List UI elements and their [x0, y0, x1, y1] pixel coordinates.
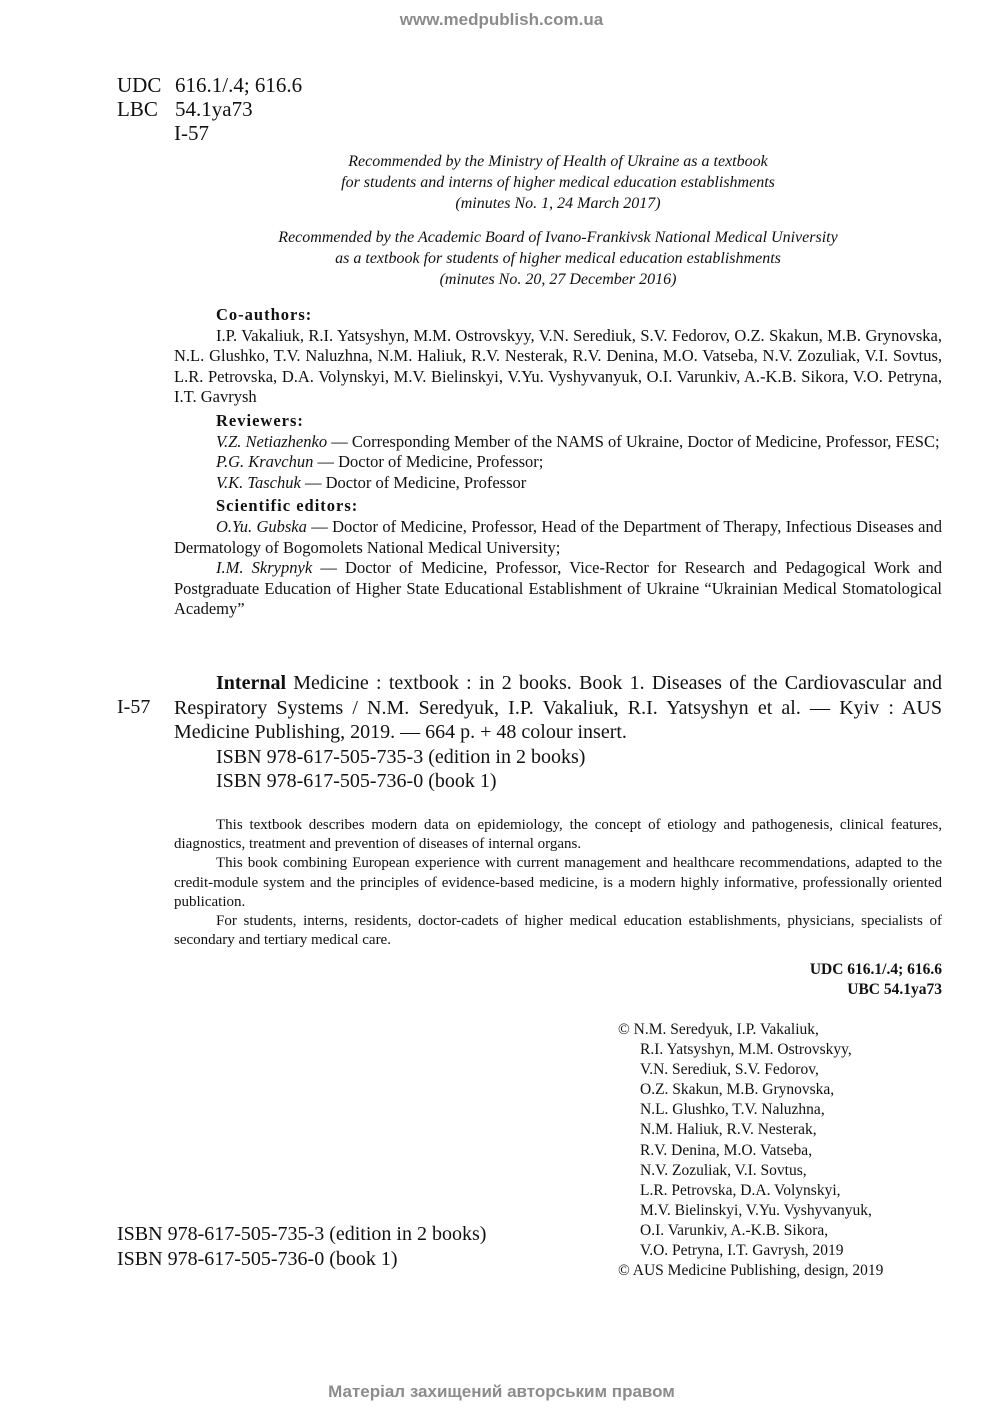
abstract-paragraph: For students, interns, residents, doctor-cadets of higher medical education establishments, physicians, specialists of secondary and tertiary medical care.: [174, 913, 942, 949]
copyright-design-line: © AUS Medicine Publishing, design, 2019: [618, 1262, 884, 1280]
reviewer-name: V.Z. Netiazhenko: [216, 431, 328, 451]
copyright-line: V.N. Serediuk, S.V. Fedorov,: [640, 1061, 819, 1079]
reviewer-name: V.K. Taschuk: [216, 472, 301, 492]
copyright-line: M.V. Bielinskyi, V.Yu. Vyshyvanyuk,: [640, 1201, 872, 1219]
classification-block: [117, 73, 302, 145]
copyright-block: [618, 1020, 883, 1281]
reviewer-name: P.G. Kravchun: [216, 452, 314, 472]
copyright-line: R.I. Yatsyshyn, M.M. Ostrovskyy,: [640, 1041, 852, 1059]
copyright-line: O.Z. Skakun, M.B. Grynovska,: [640, 1081, 835, 1099]
bibliography-code: I-57: [117, 696, 151, 718]
author-code: I-57: [174, 121, 209, 145]
isbn-book-line: ISBN 978-617-505-736-0 (book 1): [117, 1247, 398, 1270]
bibliography-description: [174, 671, 942, 745]
isbn-set-line: ISBN 978-617-505-735-3 (edition in 2 books): [117, 1223, 487, 1245]
bibliography-rest: Medicine : textbook : in 2 books. Book 1. Diseases of the Cardiovascular and Respiratory Systems / N.M. Seredyuk, I.P. Vakaliuk, R.I. Yatsyshyn et al. — Kyiv : AUS Medicine Publishing, 2019. — 664 p. + 48 colour insert.: [174, 672, 942, 743]
editor-desc: — Doctor of Medicine, Professor, Vice-Rector for Research and Pedagogical Work and Postgraduate Education of Higher State Educational Establishment of Ukraine “Ukrainian Medical Stomatological Academy”: [174, 558, 942, 619]
coauthors-list: I.P. Vakaliuk, R.I. Yatsyshyn, M.M. Ostrovskyy, V.N. Serediuk, S.V. Fedorov, O.Z. Skakun, M.B. Grynovska, N.L. Glushko, T.V. Naluzhna, N.M. Haliuk, R.V. Nesterak, R.V. Denina, M.O. Vatseba, N.V. Zozuliak, V.I. Sovtus, L.R. Petrovska, D.A. Volynskyi, M.V. Bielinskyi, V.Yu. Vyshyvanyuk, O.I. Varunkiv, A.-K.B. Sikora, V.O. Petryna, I.T. Gavrysh: [174, 325, 942, 407]
reviewer-desc: — Corresponding Member of the NAMS of Ukraine, Doctor of Medicine, Professor, FESC;: [327, 431, 940, 451]
rec-line: as a textbook for students of higher medical education establishments: [335, 250, 781, 267]
copyright-protected-note: Матеріал захищений авторським правом: [328, 1382, 675, 1401]
rec-line: (minutes No. 1, 24 March 2017): [455, 195, 661, 212]
lbc-value: 54.1ya73: [175, 97, 253, 121]
reviewer-desc: — Doctor of Medicine, Professor: [300, 472, 527, 492]
reviewer-item: [174, 432, 942, 453]
udc-row: [117, 73, 302, 97]
bibliography-record: [174, 671, 942, 794]
isbn-block: [117, 1222, 486, 1271]
editor-desc: — Doctor of Medicine, Professor, Head of the Department of Therapy, Infectious Diseases and Dermatology of Bogomolets National Medical University;: [174, 516, 943, 557]
recommendation-academic-board: [200, 227, 916, 290]
reviewer-item: [174, 452, 942, 473]
editor-item: [174, 517, 942, 558]
rec-line: Recommended by the Ministry of Health of Ukraine as a textbook: [348, 153, 768, 170]
ubc-summary-line: UBC 54.1ya73: [847, 980, 942, 998]
copyright-line: N.M. Haliuk, R.V. Nesterak,: [640, 1121, 817, 1139]
abstract-paragraph: This book combining European experience with current management and healthcare recommendations, adapted to the credit-module system and the principles of evidence-based medicine, is a modern highly informative, professionally oriented publication.: [174, 855, 942, 910]
lbc-row: [117, 97, 302, 121]
bibliography-isbn-book: ISBN 978-617-505-736-0 (book 1): [216, 770, 497, 792]
editor-item: [174, 558, 942, 620]
copyright-line: © N.M. Seredyuk, I.P. Vakaliuk,: [618, 1021, 819, 1038]
copyright-line: R.V. Denina, M.O. Vatseba,: [640, 1141, 813, 1159]
lbc-label: LBC: [117, 97, 158, 121]
copyright-line: L.R. Petrovska, D.A. Volynskyi,: [640, 1181, 841, 1199]
rec-line: (minutes No. 20, 27 December 2016): [439, 271, 677, 288]
bibliography-isbn-set: ISBN 978-617-505-735-3 (edition in 2 books): [216, 745, 586, 768]
editor-name: O.Yu. Gubska: [216, 516, 307, 536]
copyright-line: N.L. Glushko, T.V. Naluzhna,: [640, 1101, 825, 1119]
abstract-paragraph: This textbook describes modern data on epidemiology, the concept of etiology and pathogenesis, clinical features, diagnostics, treatment and prevention of diseases of internal organs.: [174, 817, 942, 853]
rec-line: Recommended by the Academic Board of Ivano-Frankivsk National Medical University: [278, 229, 838, 246]
editors-heading: Scientific editors:: [216, 496, 359, 516]
udc-label: UDC: [117, 73, 162, 97]
reviewer-desc: — Doctor of Medicine, Professor;: [313, 452, 544, 472]
udc-summary-line: UDC 616.1/.4; 616.6: [809, 961, 942, 978]
udc-value: 616.1/.4; 616.6: [175, 73, 303, 97]
credits-block: [174, 305, 942, 620]
abstract: [174, 816, 942, 950]
copyright-line: O.I. Varunkiv, A.-K.B. Sikora,: [640, 1221, 829, 1239]
udc-summary: [810, 960, 942, 999]
recommendation-ministry: [200, 151, 916, 214]
editor-name: I.M. Skrypnyk: [216, 558, 313, 578]
coauthors-heading: Co-authors:: [216, 305, 313, 324]
copyright-line: V.O. Petryna, I.T. Gavrysh, 2019: [640, 1242, 844, 1260]
reviewers-heading: Reviewers:: [216, 410, 304, 430]
reviewer-item: [174, 473, 942, 494]
bibliography-bold-word: Internal: [216, 672, 286, 694]
copyright-line: N.V. Zozuliak, V.I. Sovtus,: [640, 1161, 807, 1179]
site-url-header: www.medpublish.com.ua: [399, 10, 604, 29]
rec-line: for students and interns of higher medical education establishments: [341, 174, 775, 191]
